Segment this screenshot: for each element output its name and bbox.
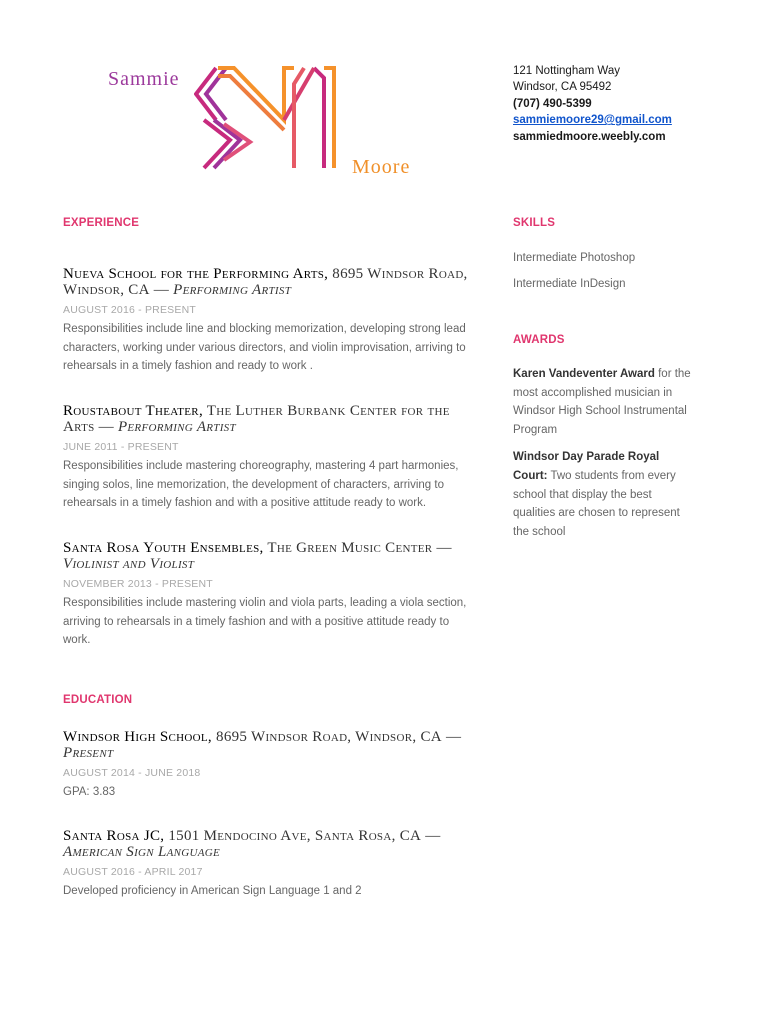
entry-org: Santa Rosa Youth Ensembles,: [63, 540, 264, 556]
entry-org: Windsor High School,: [63, 729, 212, 745]
entry-date: AUGUST 2016 - APRIL 2017: [63, 866, 203, 878]
skills-heading: SKILLS: [513, 217, 556, 229]
logo-m-line-4: [314, 68, 324, 168]
award-description: Two students from every school that display the best qualities are chosen to represent the school: [513, 469, 680, 538]
entry-date: JUNE 2011 - PRESENT: [63, 441, 179, 453]
entry-role: Violinist and Violist: [63, 556, 195, 572]
entry-description: Responsibilities include mastering choreography, mastering 4 part harmonies, singing solos, line memorization, the development of characters, arriving to rehearsals in a timely fashion and with a positive attitude ready to work.: [63, 460, 459, 510]
entry-heading: [63, 729, 483, 761]
email-link[interactable]: sammiemoore29@gmail.com: [513, 114, 672, 127]
address-line-2: Windsor, CA 95492: [513, 81, 612, 94]
entry-heading: [63, 828, 483, 860]
entry-separator: —: [421, 828, 441, 844]
logo: [90, 60, 450, 180]
skill-item: Intermediate Photoshop: [513, 252, 636, 264]
logo-m-line-6: [294, 68, 304, 168]
website: sammiedmoore.weebly.com: [513, 130, 666, 143]
entry-heading: [63, 540, 483, 572]
entry-role: Performing Artist: [173, 282, 292, 298]
entry-description: Responsibilities include line and blocking memorization, developing strong lead characters, working under various directors, and violin improvisation, arriving to rehearsals in a timely fashion and ready to work .: [63, 323, 466, 373]
experience-entry: [63, 403, 483, 513]
address-line-1: 121 Nottingham Way: [513, 65, 620, 77]
education-entry: [63, 828, 483, 901]
entry-description: Developed proficiency in American Sign Language 1 and 2: [63, 885, 362, 897]
entry-role: Present: [63, 745, 114, 761]
phone-number: (707) 490-5399: [513, 97, 592, 110]
awards-heading: AWARDS: [513, 334, 565, 346]
contact-block: [513, 63, 672, 145]
entry-separator: —: [432, 540, 452, 556]
entry-org: Roustabout Theater,: [63, 403, 203, 419]
entry-date: AUGUST 2014 - JUNE 2018: [63, 767, 201, 779]
entry-separator: —: [441, 729, 462, 745]
entry-location: 1501 Mendocino Ave, Santa Rosa, CA: [164, 828, 422, 844]
awards-list: [513, 365, 693, 541]
entry-separator: —: [94, 419, 118, 435]
award-name: Karen Vandeventer Award: [513, 368, 655, 380]
entry-heading: [63, 266, 483, 298]
entry-date: AUGUST 2016 - PRESENT: [63, 304, 196, 316]
award-name: Windsor Day Parade Royal Court:: [513, 451, 660, 482]
entry-separator: —: [149, 282, 174, 298]
award-description: for the most accomplished musician in Windsor High School Instrumental Program: [513, 368, 691, 436]
award-item: [513, 448, 693, 541]
experience-entry: [63, 266, 483, 376]
entry-location: 8695 Windsor Road, Windsor, CA: [211, 729, 442, 745]
experience-entry: [63, 540, 483, 650]
education-heading: EDUCATION: [63, 694, 133, 706]
award-item: [513, 365, 693, 439]
logo-first-name: Sammie: [108, 68, 180, 90]
entry-org: Santa Rosa JC,: [63, 828, 165, 844]
skill-item: Intermediate InDesign: [513, 278, 626, 290]
entry-role: Performing Artist: [117, 419, 236, 435]
experience-heading: EXPERIENCE: [63, 217, 140, 229]
entry-location: The Luther Burbank Center for the Arts: [63, 403, 450, 435]
entry-org: Nueva School for the Performing Arts,: [63, 266, 329, 282]
skills-list: [513, 249, 693, 293]
entry-location: The Green Music Center: [263, 540, 433, 556]
entry-heading: [63, 403, 483, 435]
education-entry: [63, 729, 483, 802]
entry-role: American Sign Language: [63, 844, 221, 860]
logo-last-name: Moore: [352, 156, 411, 178]
entry-description: Responsibilities include mastering violin and viola parts, leading a viola section, arriving to rehearsals in a timely fashion and with a positive attitude ready to work.: [63, 597, 467, 647]
entry-date: NOVEMBER 2013 - PRESENT: [63, 578, 213, 590]
entry-location: 8695 Windsor Road, Windsor, CA: [63, 266, 468, 298]
entry-description: GPA: 3.83: [63, 786, 116, 798]
